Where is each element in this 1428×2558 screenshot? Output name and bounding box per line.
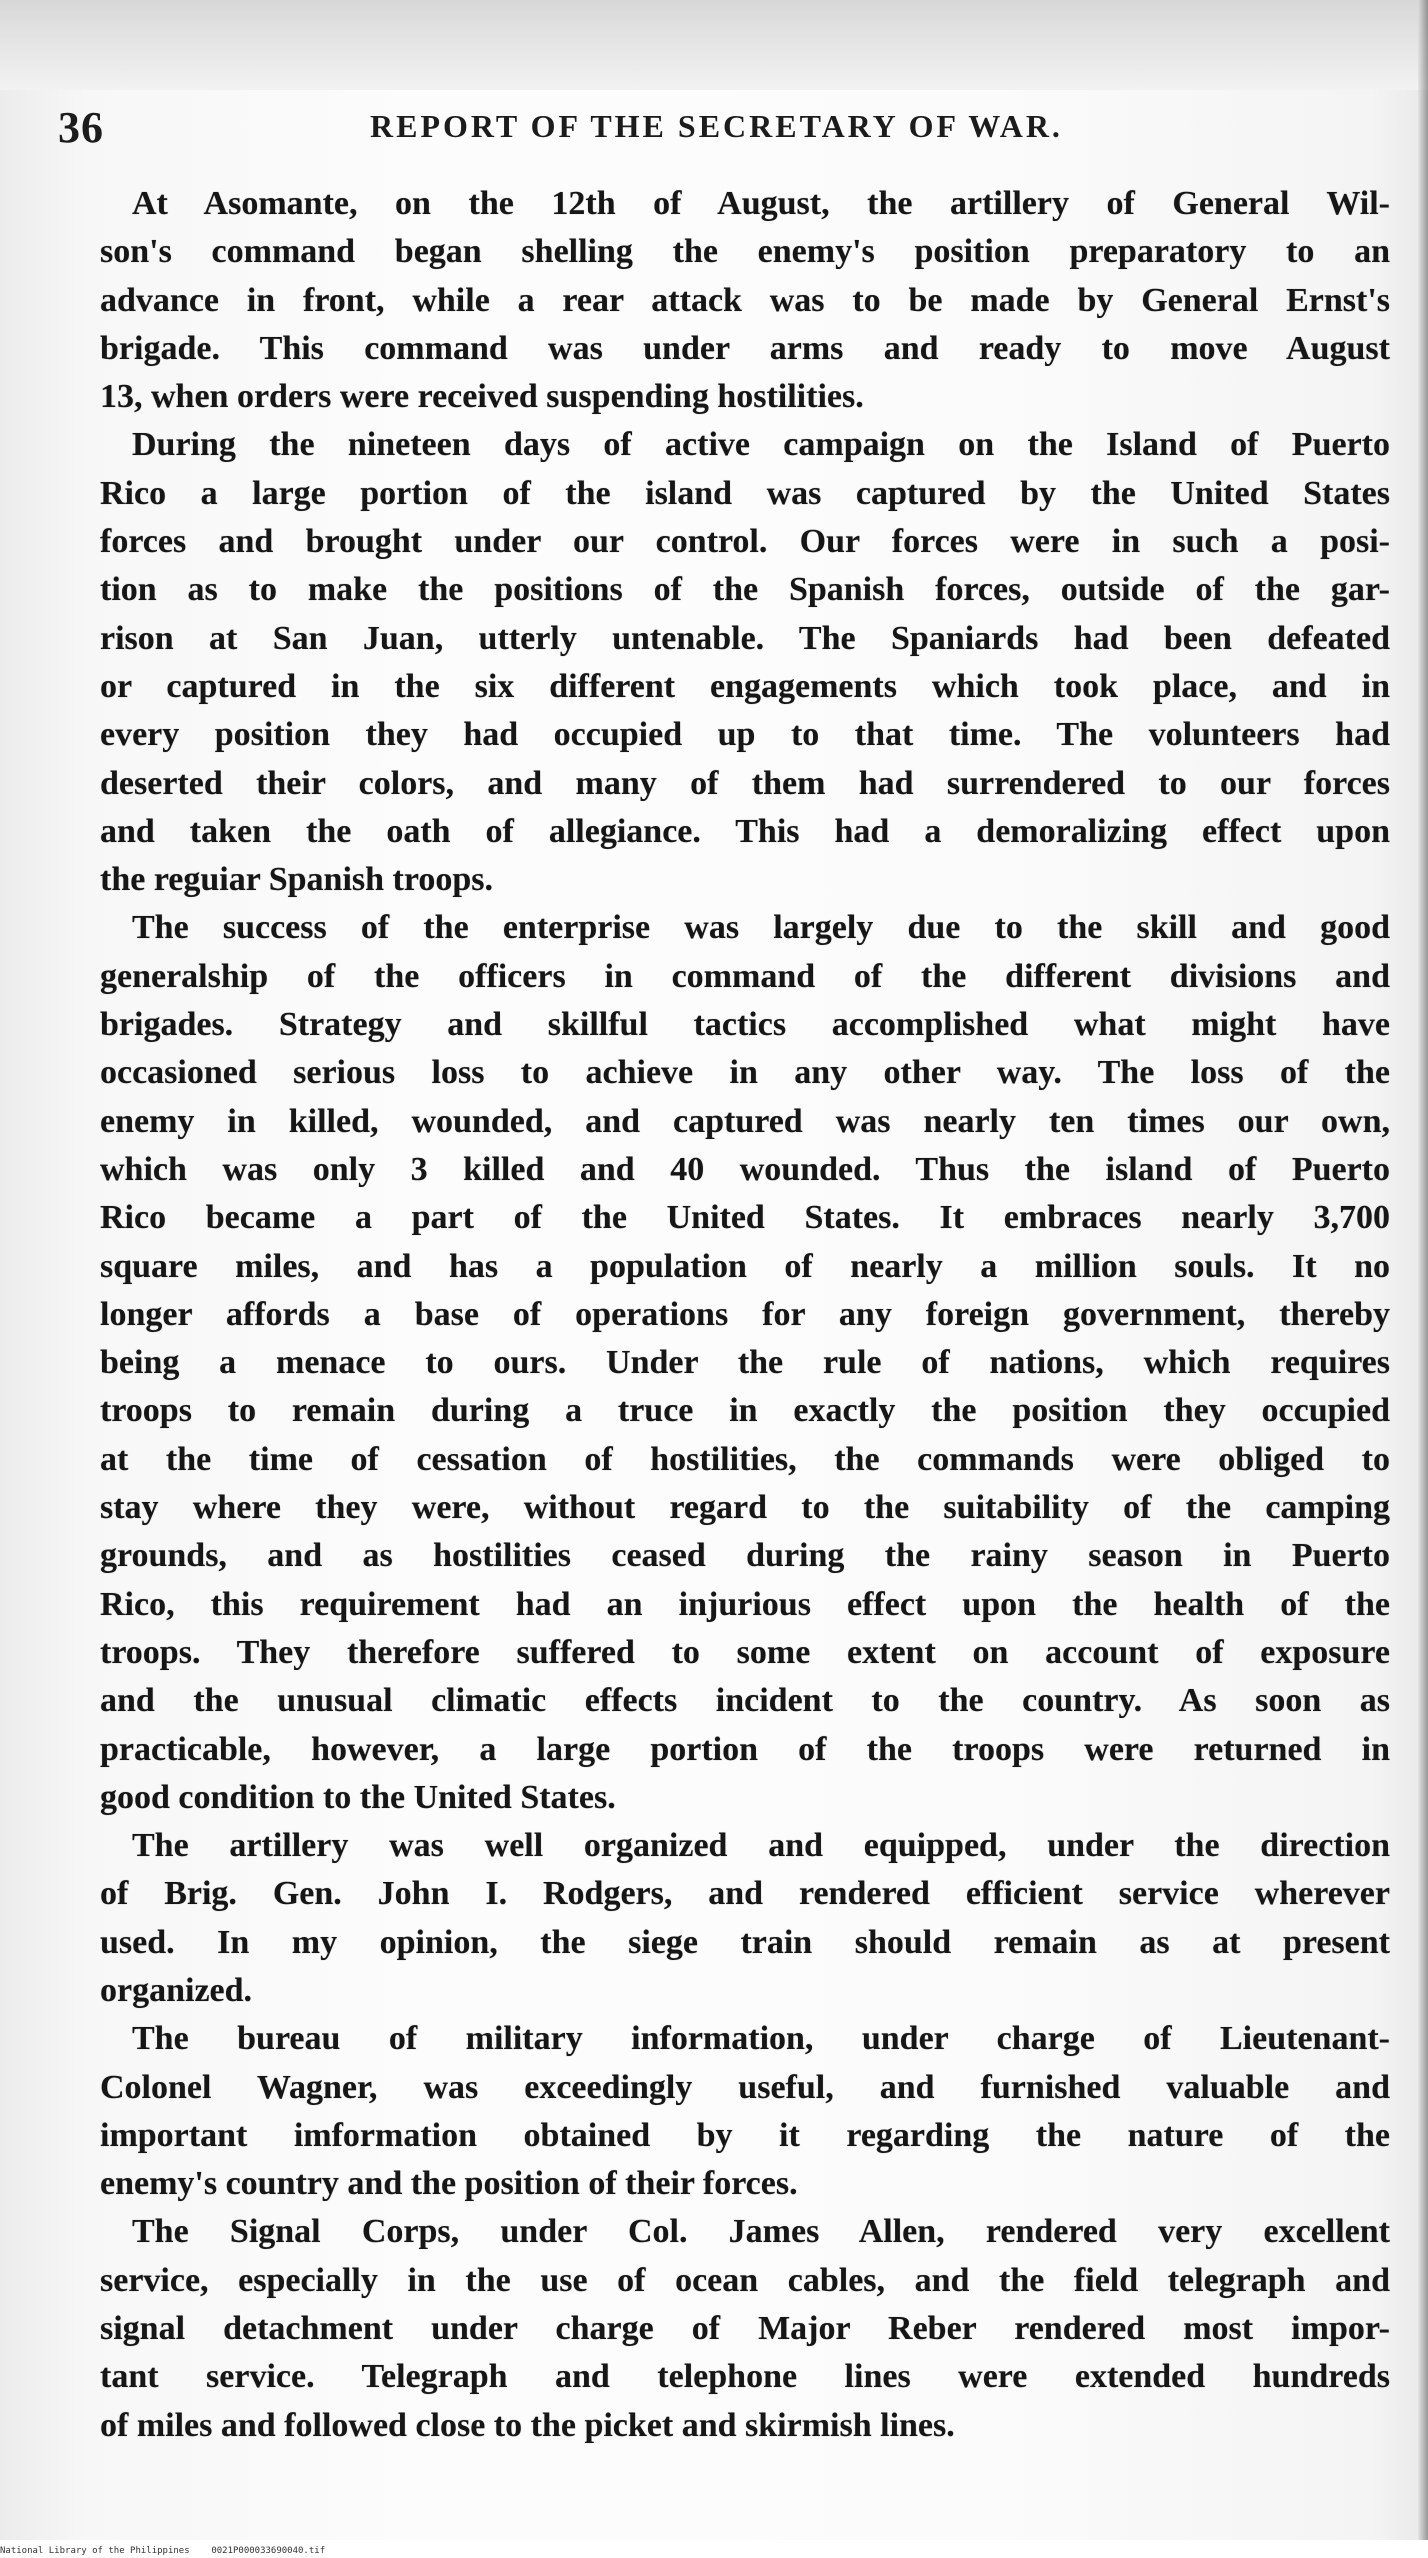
text-line: Rico, this requirement had an injurious effect upon the health of the [100, 1585, 1390, 1623]
text-line: at the time of cessation of hostilities, the commands were obliged to [100, 1440, 1390, 1478]
page-edge [1418, 0, 1428, 2558]
text-line: deserted their colors, and many of them had surrendered to our forces [100, 764, 1390, 802]
text-line: which was only 3 killed and 40 wounded. Thus the island of Puerto [100, 1150, 1390, 1188]
text-line: The Signal Corps, under Col. James Allen, rendered very excellent [132, 2213, 1390, 2251]
text-line: Rico a large portion of the island was captured by the United States [100, 474, 1390, 512]
text-line: being a menace to ours. Under the rule of nations, which requires [100, 1344, 1390, 1382]
text-line: During the nineteen days of active campaign on the Island of Puerto [132, 426, 1390, 464]
text-line: The artillery was well organized and equipped, under the direction [132, 1827, 1390, 1865]
body-text [100, 180, 1390, 2450]
text-line: grounds, and as hostilities ceased during the rainy season in Puerto [100, 1537, 1390, 1575]
paragraph-signal-corps [100, 2208, 1390, 2449]
text-line: of Brig. Gen. John I. Rodgers, and rendered efficient service wherever [100, 1875, 1390, 1913]
scan-shadow [0, 0, 1428, 90]
text-line: or captured in the six different engagements which took place, and in [100, 667, 1390, 705]
text-line: 13, when orders were received suspending hostilities. [100, 378, 864, 416]
text-line: enemy in killed, wounded, and captured was nearly ten times our own, [100, 1102, 1390, 1140]
text-line: The success of the enterprise was largely due to the skill and good [132, 909, 1390, 947]
text-line: practicable, however, a large portion of the troops were returned in [100, 1730, 1390, 1768]
text-line: At Asomante, on the 12th of August, the artillery of General Wil- [132, 185, 1390, 222]
text-line: every position they had occupied up to that time. The volunteers had [100, 716, 1390, 754]
paragraph-bureau [100, 2015, 1390, 2208]
text-line: and the unusual climatic effects incident to the country. As soon as [100, 1682, 1390, 1720]
text-line: rison at San Juan, utterly untenable. The Spaniards had been defeated [100, 619, 1390, 657]
text-line: advance in front, while a rear attack was to be made by General Ernst's [100, 281, 1390, 319]
text-line: brigades. Strategy and skillful tactics accomplished what might have [100, 1006, 1390, 1044]
text-line: enemy's country and the position of their forces. [100, 2165, 798, 2203]
text-line: Rico became a part of the United States. It embraces nearly 3,700 [100, 1199, 1390, 1237]
text-line: and taken the oath of allegiance. This had a demoralizing effect upon [100, 812, 1390, 850]
page-number: 36 [58, 103, 104, 152]
text-line: son's command began shelling the enemy's position preparatory to an [100, 233, 1390, 271]
text-line: used. In my opinion, the siege train should remain as at present [100, 1923, 1390, 1961]
text-line: tion as to make the positions of the Spanish forces, outside of the gar- [100, 571, 1390, 609]
text-line: organized. [100, 1971, 253, 2009]
text-line: stay where they were, without regard to the suitability of the camping [100, 1489, 1390, 1527]
running-head-title: REPORT OF THE SECRETARY OF WAR. [370, 108, 1063, 144]
paragraph-success [100, 904, 1390, 1822]
running-head [58, 102, 1398, 162]
text-line: troops to remain during a truce in exactly the position they occupied [100, 1392, 1390, 1430]
text-line: tant service. Telegraph and telephone lines were extended hundreds [100, 2358, 1390, 2396]
text-line: Colonel Wagner, was exceedingly useful, and furnished valuable and [100, 2068, 1390, 2106]
text-line: brigade. This command was under arms and ready to move August [100, 329, 1390, 367]
text-line: forces and brought under our control. Our forces were in such a posi- [100, 523, 1390, 561]
text-line: signal detachment under charge of Major Reber rendered most impor- [100, 2310, 1390, 2348]
text-line: important imformation obtained by it regarding the nature of the [100, 2116, 1390, 2154]
text-line: of miles and followed close to the picket and skirmish lines. [100, 2406, 955, 2444]
text-line: square miles, and has a population of nearly a million souls. It no [100, 1247, 1390, 1285]
text-line: the reguiar Spanish troops. [100, 861, 493, 899]
text-line: troops. They therefore suffered to some extent on account of exposure [100, 1633, 1390, 1671]
scan-footer-text: National Library of the Philippines 0021P000033690040.tif [0, 2546, 326, 2556]
paragraph-campaign [100, 421, 1390, 904]
text-line: occasioned serious loss to achieve in any other way. The loss of the [100, 1054, 1390, 1092]
paragraph-asomante [100, 180, 1390, 421]
text-line: The bureau of military information, under charge of Lieutenant- [132, 2020, 1390, 2058]
text-line: longer affords a base of operations for any foreign government, thereby [100, 1295, 1390, 1333]
text-line: good condition to the United States. [100, 1778, 616, 1816]
paragraph-artillery [100, 1822, 1390, 2015]
footer-strip [0, 2540, 1428, 2558]
text-line: service, especially in the use of ocean cables, and the field telegraph and [100, 2261, 1390, 2299]
text-line: generalship of the officers in command of the different divisions and [100, 957, 1390, 995]
